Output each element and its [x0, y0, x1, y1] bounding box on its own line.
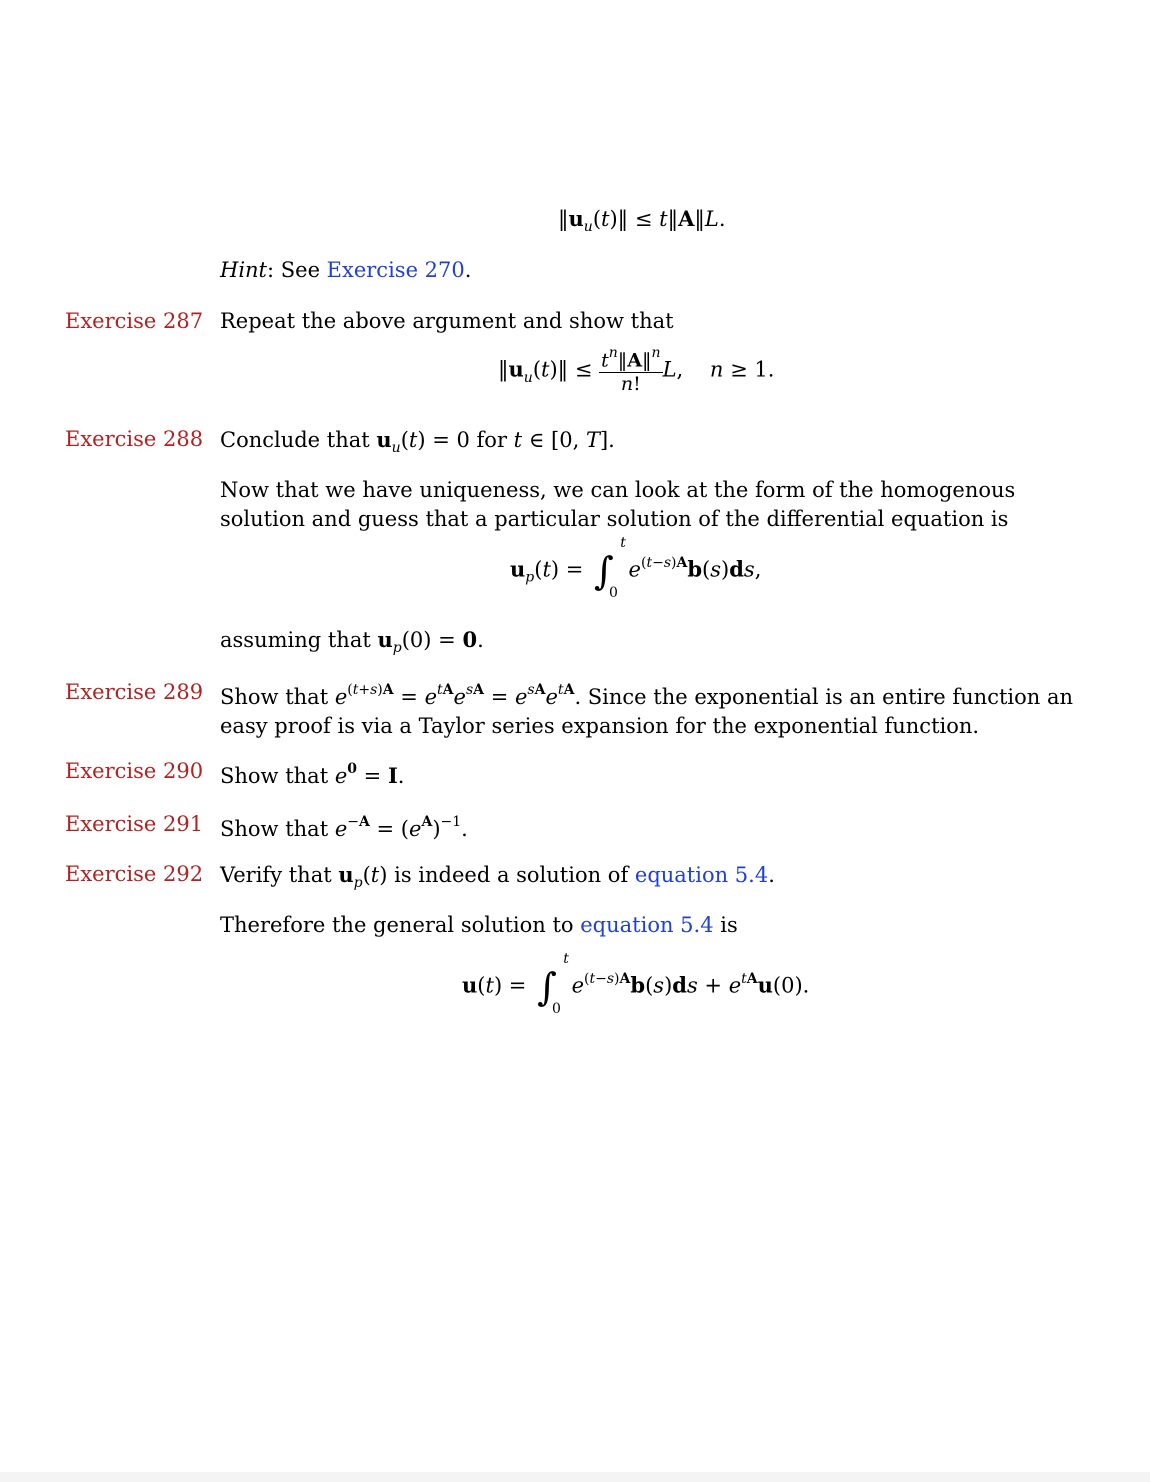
paragraph-assuming: assuming that $u_p(0) = 0$.: [220, 627, 484, 657]
equation-particular-solution: $u_p(t)$ = ∫ t 0 $e^{(t-s)A}b(s)ds$,: [510, 535, 762, 601]
exercise-289-text: Show that $e^{(t+s)A} = e^{tA}e^{sA} = e^{sA}e^{tA}$. Since the exponential is an entire function an easy proof is via a Taylor series expansion for the exponential function.: [220, 682, 1074, 738]
exercise-288-text: Conclude that $u_u(t) = 0$ for t ∈ [0, T].: [220, 427, 615, 457]
exercise-289-label: Exercise 289: [65, 680, 204, 704]
paragraph-uniqueness: Now that we have uniqueness, we can look at the form of the homogenous solution and guess that a particular solution of the differential equation is: [220, 478, 1016, 531]
exercise-292-label: Exercise 292: [65, 862, 204, 886]
hint-paragraph: Hint: See Exercise 270.: [220, 258, 472, 282]
hint-label: Hint: [220, 258, 267, 282]
page-bottom-strip: [0, 1472, 1150, 1482]
equation-5-4-link[interactable]: equation 5.4: [634, 863, 769, 887]
exercise-287-label: Exercise 287: [65, 309, 204, 333]
equation-5-4-link-2[interactable]: equation 5.4: [580, 913, 714, 937]
exercise-291-text: Show that $e^{-A} = (e^A)^{-1}$.: [220, 814, 468, 841]
exercise-288-label: Exercise 288: [65, 427, 204, 451]
exercise-290-label: Exercise 290: [65, 759, 204, 783]
exercise-290-text: Show that $e^0 = I$.: [220, 761, 405, 788]
paragraph-therefore: Therefore the general solution to equation 5.4 is: [220, 913, 738, 937]
exercise-291-label: Exercise 291: [65, 812, 204, 836]
exercise-292-text: Verify that $u_p(t)$ is indeed a solution of equation 5.4.: [220, 862, 775, 892]
equation-general-solution: u(t) = ∫ t 0 $e^{(t-s)A}b(s)ds + e^{tA}u(0)$.: [462, 951, 810, 1017]
exercise-287-text: Repeat the above argument and show that: [220, 309, 674, 333]
equation-induction-bound: $‖u_u(t)‖$ ≤ $\frac{t^n‖A‖^n}{n!}$ L, n ≥ 1.: [498, 345, 775, 396]
exercise-270-link[interactable]: Exercise 270: [326, 258, 465, 282]
equation-norm-bound: $‖u_u(t)‖$ ≤ t‖A‖L.: [558, 206, 726, 236]
